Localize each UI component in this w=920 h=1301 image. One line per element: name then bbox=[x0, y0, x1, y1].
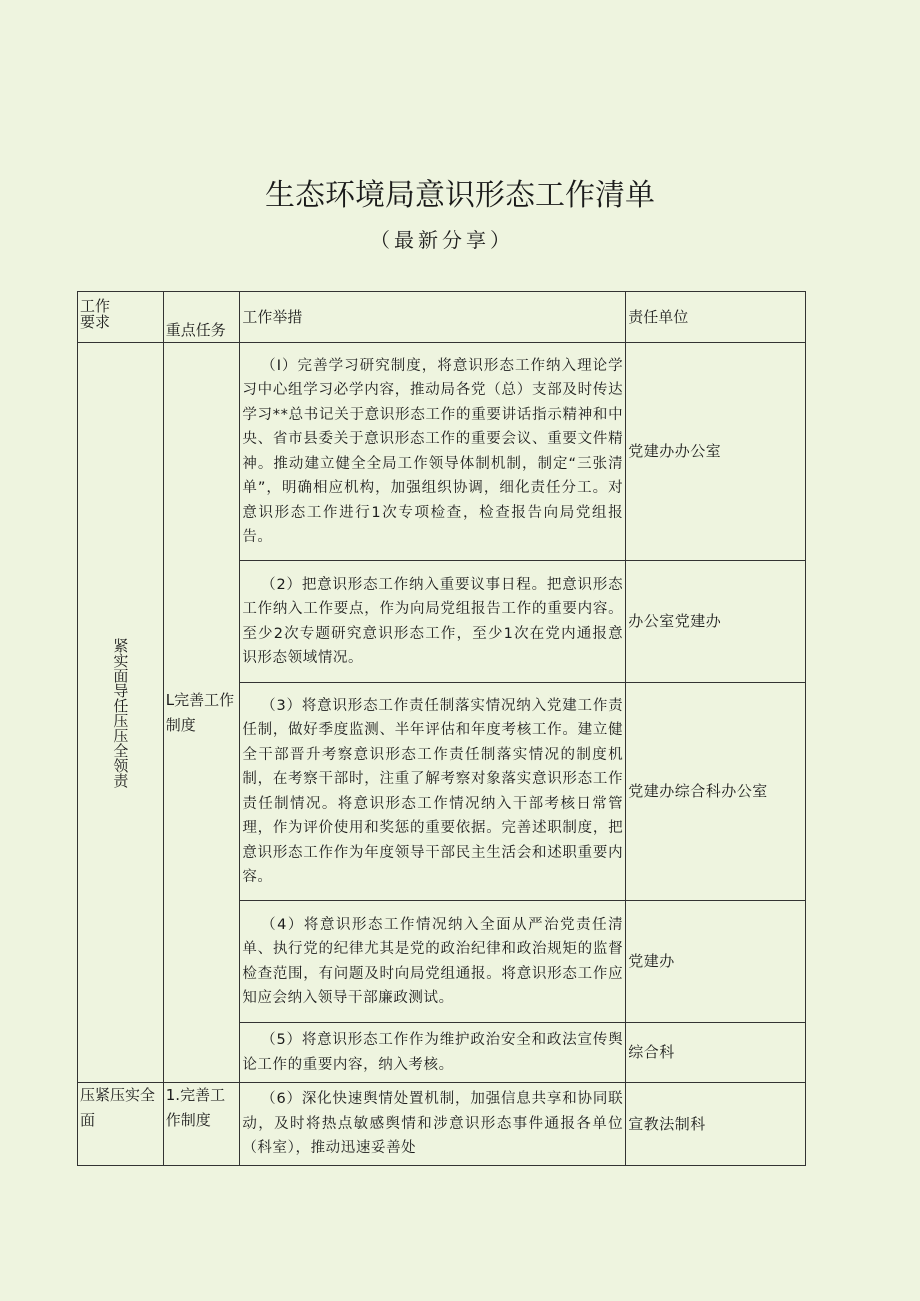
requirement-cell-2: 压紧压实全面 bbox=[78, 1083, 164, 1166]
table-row bbox=[78, 1083, 806, 1166]
task-cell: L完善工作制度 bbox=[163, 343, 240, 1083]
requirement-text: 紧实面导任压压全领责 bbox=[111, 637, 130, 788]
table-header-row bbox=[78, 292, 806, 343]
header-requirement bbox=[78, 292, 164, 343]
unit-cell: 宣教法制科 bbox=[626, 1083, 806, 1166]
measure-cell bbox=[240, 561, 626, 683]
header-requirement-line2: 要求 bbox=[80, 313, 111, 331]
document-title: 生态环境局意识形态工作清单 bbox=[265, 178, 655, 213]
header-task: 重点任务 bbox=[163, 292, 240, 343]
measure-text: （6）深化快速舆情处置机制，加强信息共享和协同联动，及时将热点敏感舆情和涉意识形态事件通报各单位（科室），推动迅速妥善处 bbox=[242, 1091, 624, 1156]
measure-cell bbox=[240, 343, 626, 561]
unit-cell: 综合科 bbox=[626, 1023, 806, 1083]
measure-cell bbox=[240, 683, 626, 901]
measure-text: （5）将意识形态工作作为维护政治安全和政法宣传舆论工作的重要内容，纳入考核。 bbox=[242, 1032, 624, 1073]
document-subtitle: （最新分享） bbox=[370, 228, 514, 252]
measure-text: （3）将意识形态工作责任制落实情况纳入党建工作责任制，做好季度监测、半年评估和年度考核工作。建立健全干部晋升考察意识形态工作责任制落实情况的制度机制，在考察干部时，注重了解考察对象落实意识形态工作责任制情况。将意识形态工作情况纳入干部考核日常管理，作为评价使用和奖惩的重要依据。完善述职制度，把意识形态工作作为年度领导干部民主生活会和述职重要内容。 bbox=[242, 697, 624, 885]
header-measure: 工作举措 bbox=[240, 292, 626, 343]
work-list-table bbox=[77, 291, 806, 1166]
table-row bbox=[78, 343, 806, 561]
requirement-cell bbox=[78, 343, 164, 1083]
measure-text: （I）完善学习研究制度，将意识形态工作纳入理论学习中心组学习必学内容，推动局各党（总）支部及时传达学习**总书记关于意识形态工作的重要讲话指示精神和中央、省市县委关于意识形态工作的重要会议、重要文件精神。推动建立健全全局工作领导体制机制，制定“三张清单”，明确相应机构，加强组织协调，细化责任分工。对意识形态工作进行1次专项检查，检查报告向局党组报告。 bbox=[242, 357, 624, 545]
unit-cell: 党建办综合科办公室 bbox=[626, 683, 806, 901]
header-unit: 责任单位 bbox=[626, 292, 806, 343]
measure-text: （2）把意识形态工作纳入重要议事日程。把意识形态工作纳入工作要点，作为向局党组报告工作的重要内容。至少2次专题研究意识形态工作，至少1次在党内通报意识形态领域情况。 bbox=[242, 576, 624, 666]
measure-cell bbox=[240, 1083, 626, 1166]
measure-cell bbox=[240, 901, 626, 1023]
unit-cell: 党建办 bbox=[626, 901, 806, 1023]
unit-cell: 办公室党建办 bbox=[626, 561, 806, 683]
measure-cell bbox=[240, 1023, 626, 1083]
header-requirement-line1: 工作 bbox=[80, 297, 111, 315]
unit-cell: 党建办办公室 bbox=[626, 343, 806, 561]
task-cell-2: 1.完善工作制度 bbox=[163, 1083, 240, 1166]
measure-text: （4）将意识形态工作情况纳入全面从严治党责任清单、执行党的纪律尤其是党的政治纪律和政治规矩的监督检查范围，有问题及时向局党组通报。将意识形态工作应知应会纳入领导干部廉政测试。 bbox=[242, 916, 624, 1006]
